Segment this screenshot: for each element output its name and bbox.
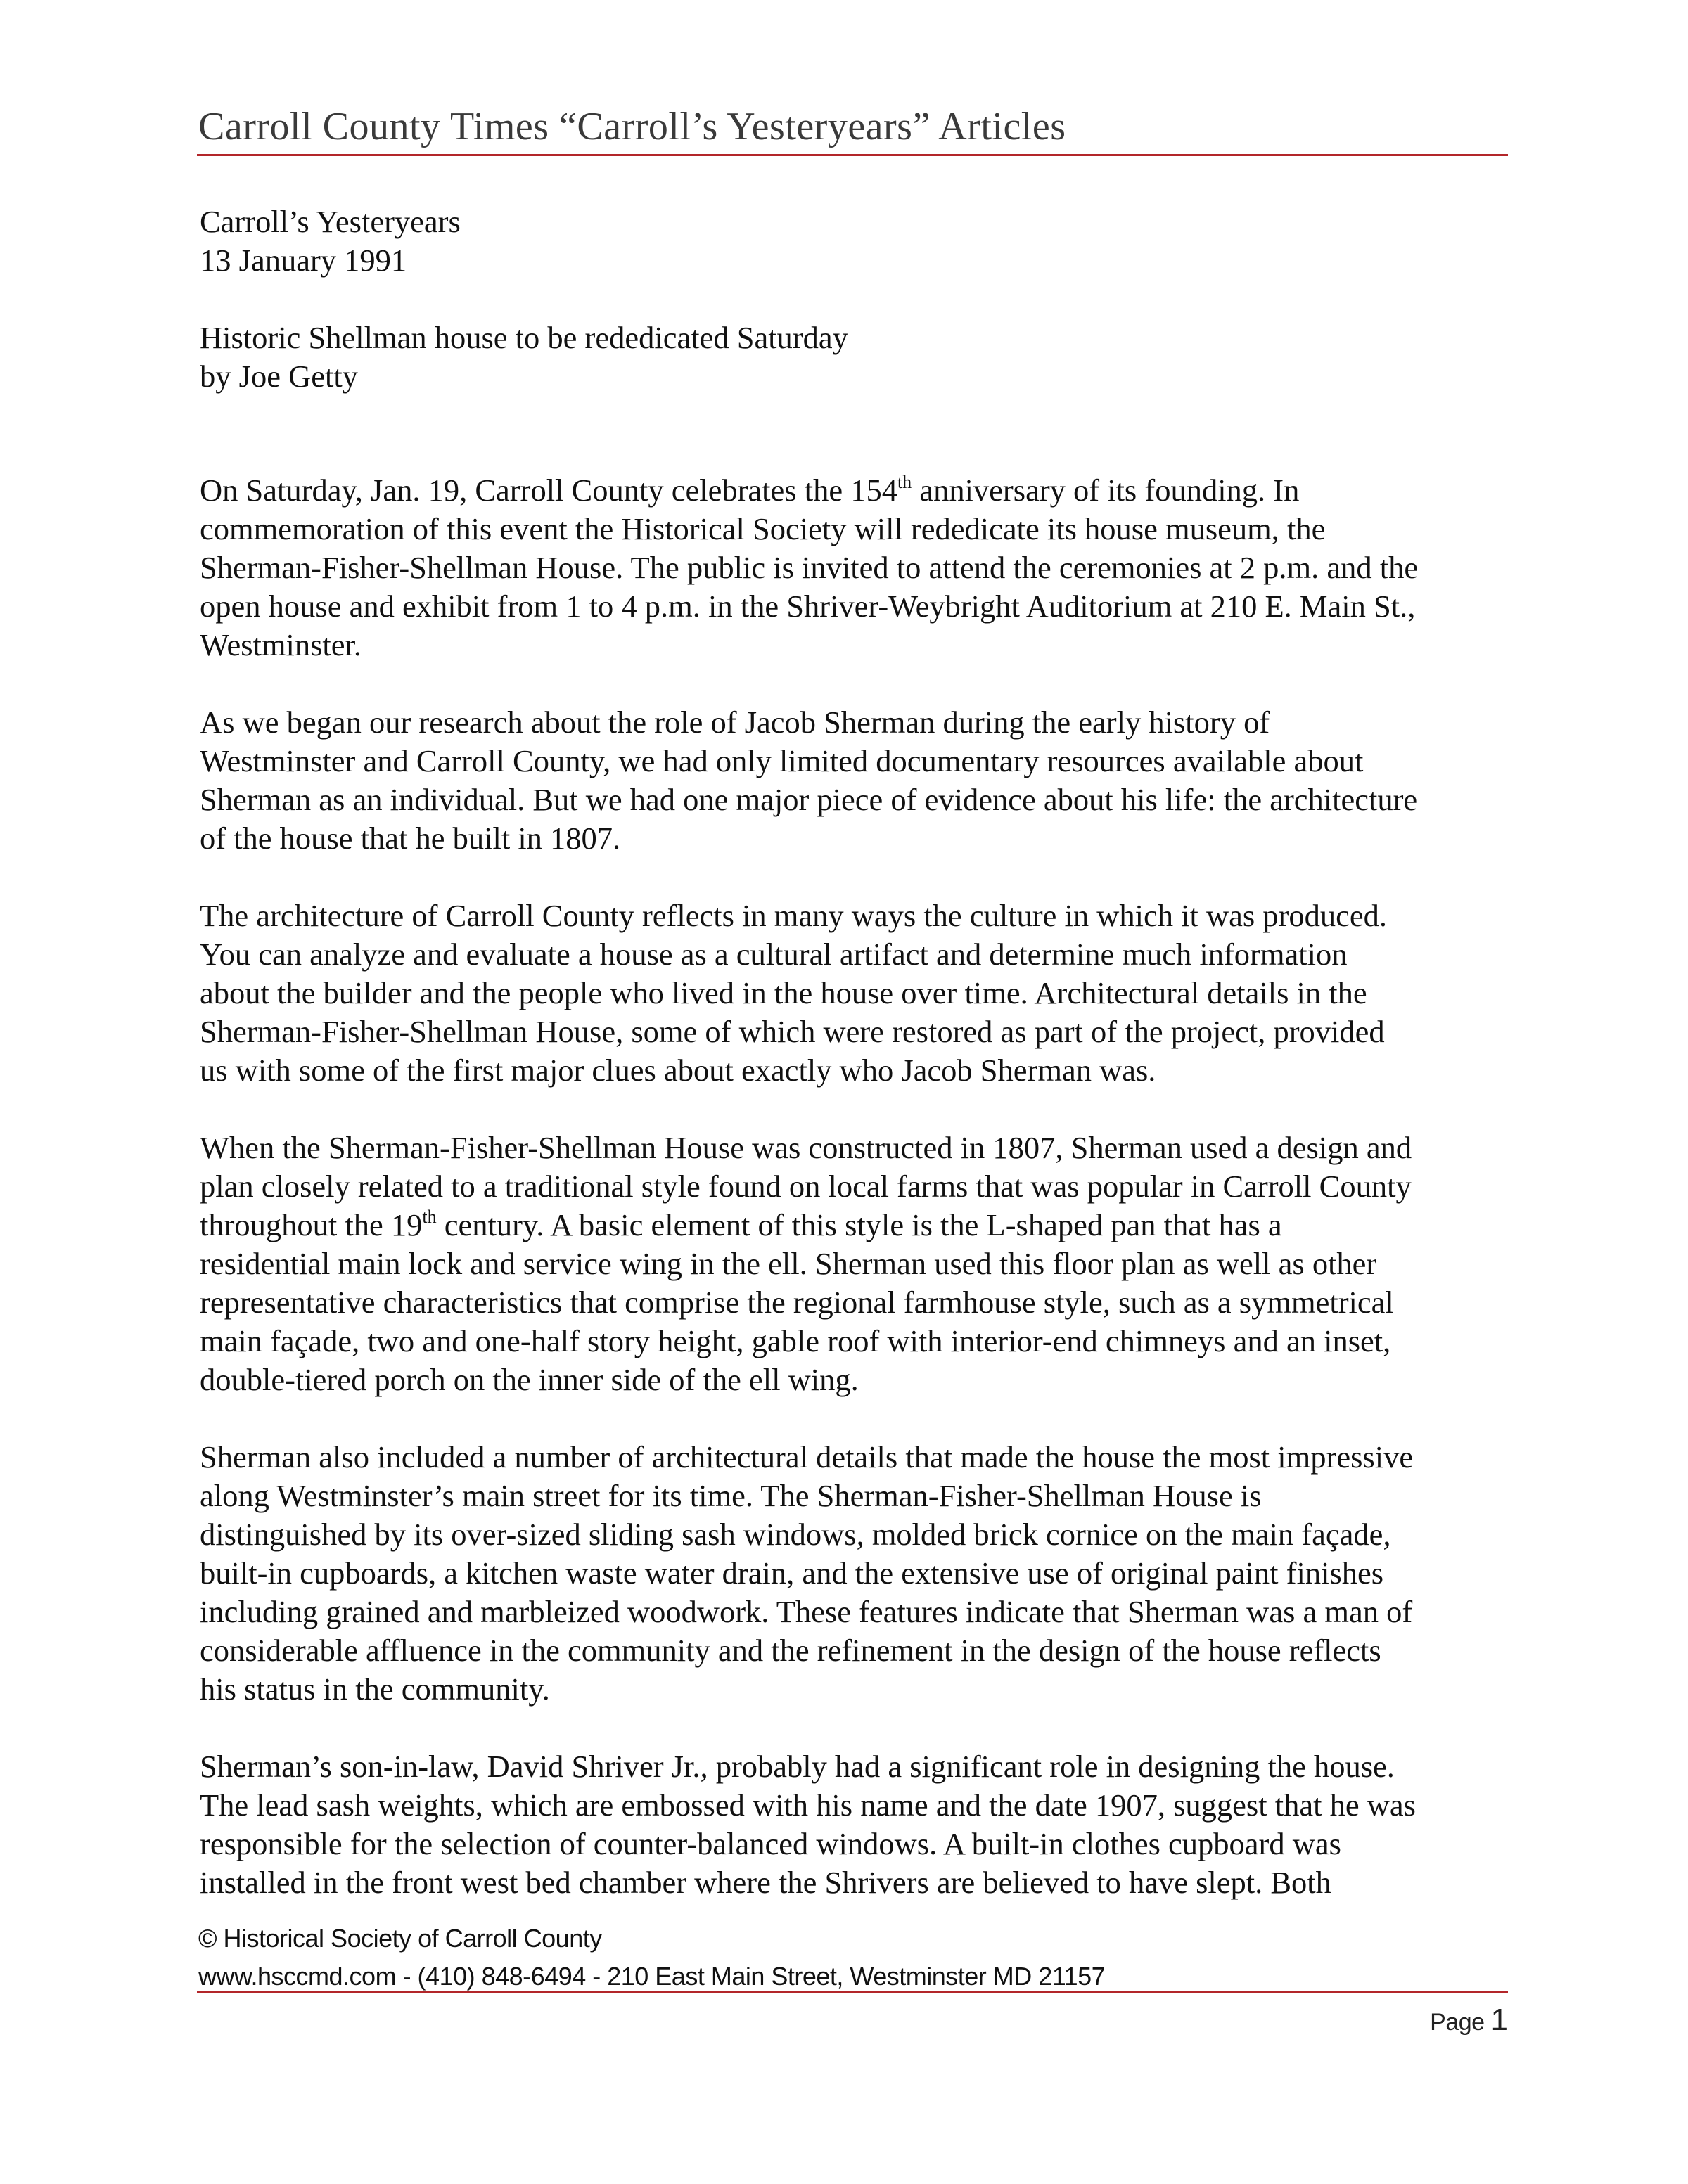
text-line: his status in the community. xyxy=(200,1671,550,1707)
text-run: On Saturday, Jan. 19, Carroll County celebrates the 154 xyxy=(200,473,897,508)
text-line: us with some of the first major clues about exactly who Jacob Sherman was. xyxy=(200,1053,1156,1088)
text-line xyxy=(200,1206,1522,1245)
text-run: throughout the 19 xyxy=(200,1207,423,1242)
text-line: Sherman-Fisher-Shellman House. The public is invited to attend the ceremonies at 2 p.m. and the xyxy=(200,550,1419,585)
paragraph-5 xyxy=(200,1438,1522,1709)
text-run: century. A basic element of this style is the L-shaped pan that has a xyxy=(436,1207,1282,1242)
column-name: Carroll’s Yesteryears xyxy=(200,204,461,239)
text-line: main façade, two and one-half story height, gable roof with interior-end chimneys and an inset, xyxy=(200,1323,1391,1358)
text-line: As we began our research about the role of Jacob Sherman during the early history of xyxy=(200,705,1270,740)
text-line: including grained and marbleized woodwork. These features indicate that Sherman was a man of xyxy=(200,1594,1413,1629)
text-line: Westminster and Carroll County, we had only limited documentary resources available about xyxy=(200,743,1364,778)
text-line: open house and exhibit from 1 to 4 p.m. in the Shriver-Weybright Auditorium at 210 E. Main St., xyxy=(200,589,1416,624)
footer-rule xyxy=(197,1991,1508,1993)
text-line: Westminster. xyxy=(200,627,362,662)
text-line: Sherman-Fisher-Shellman House, some of which were restored as part of the project, provided xyxy=(200,1014,1385,1049)
article-date: 13 January 1991 xyxy=(200,243,407,278)
text-line: considerable affluence in the community and the refinement in the design of the house reflects xyxy=(200,1633,1381,1668)
footer-contact xyxy=(198,1958,1105,1996)
text-line: about the builder and the people who lived in the house over time. Architectural details in the xyxy=(200,975,1367,1010)
paragraph-4 xyxy=(200,1129,1522,1399)
text-line: along Westminster’s main street for its time. The Sherman-Fisher-Shellman House is xyxy=(200,1478,1262,1513)
text-line: When the Sherman-Fisher-Shellman House was constructed in 1807, Sherman used a design and xyxy=(200,1130,1412,1165)
paragraph-3 xyxy=(200,897,1522,1090)
text-line: residential main lock and service wing in the ell. Sherman used this floor plan as well as other xyxy=(200,1246,1377,1281)
text-line: distinguished by its over-sized sliding sash windows, molded brick cornice on the main façade, xyxy=(200,1517,1391,1552)
text-run: anniversary of its founding. In xyxy=(912,473,1300,508)
page-label: Page xyxy=(1430,2009,1491,2036)
footer-copyright: © Historical Society of Carroll County xyxy=(198,1924,602,1953)
text-line: You can analyze and evaluate a house as a cultural artifact and determine much information xyxy=(200,937,1348,972)
text-line: The architecture of Carroll County reflects in many ways the culture in which it was produced. xyxy=(200,898,1387,933)
ordinal-superscript: th xyxy=(897,472,912,492)
article-body xyxy=(200,471,1522,1941)
text-line: representative characteristics that comprise the regional farmhouse style, such as a symmetrical xyxy=(200,1285,1394,1320)
ordinal-superscript: th xyxy=(422,1207,437,1227)
text-line: The lead sash weights, which are embossed with his name and the date 1907, suggest that he was xyxy=(200,1787,1416,1823)
page-number xyxy=(1430,2003,1508,2038)
header-rule xyxy=(197,154,1508,156)
text-line: of the house that he built in 1807. xyxy=(200,821,621,856)
contact-details: - (410) 848-6494 - 210 East Main Street, Westminster MD 21157 xyxy=(396,1962,1106,1991)
text-line: Sherman also included a number of architectural details that made the house the most impressive xyxy=(200,1439,1414,1475)
text-line: commemoration of this event the Historical Society will rededicate its house museum, the xyxy=(200,511,1326,546)
running-header-title: Carroll County Times “Carroll’s Yesteryears” Articles xyxy=(198,105,1066,148)
paragraph-1 xyxy=(200,471,1522,664)
page-number-value: 1 xyxy=(1490,2003,1508,2037)
paragraph-2 xyxy=(200,703,1522,858)
text-line: installed in the front west bed chamber where the Shrivers are believed to have slept. Both xyxy=(200,1865,1331,1900)
text-line: Sherman as an individual. But we had one major piece of evidence about his life: the architecture xyxy=(200,782,1418,817)
text-line xyxy=(200,471,1522,510)
spacer xyxy=(200,280,1522,319)
text-line: plan closely related to a traditional style found on local farms that was popular in Carroll County xyxy=(200,1169,1412,1204)
text-line: double-tiered porch on the inner side of the ell wing. xyxy=(200,1362,859,1397)
article-meta xyxy=(200,203,1522,396)
article-headline: Historic Shellman house to be rededicated Saturday xyxy=(200,320,848,355)
text-line: built-in cupboards, a kitchen waste water drain, and the extensive use of original paint finishes xyxy=(200,1555,1384,1591)
website-link[interactable]: www.hsccmd.com xyxy=(198,1962,397,1991)
text-line: Sherman’s son-in-law, David Shriver Jr., probably had a significant role in designing the house. xyxy=(200,1749,1395,1784)
article-byline: by Joe Getty xyxy=(200,359,358,394)
text-line: responsible for the selection of counter-balanced windows. A built-in clothes cupboard was xyxy=(200,1826,1341,1861)
paragraph-6 xyxy=(200,1747,1522,1902)
